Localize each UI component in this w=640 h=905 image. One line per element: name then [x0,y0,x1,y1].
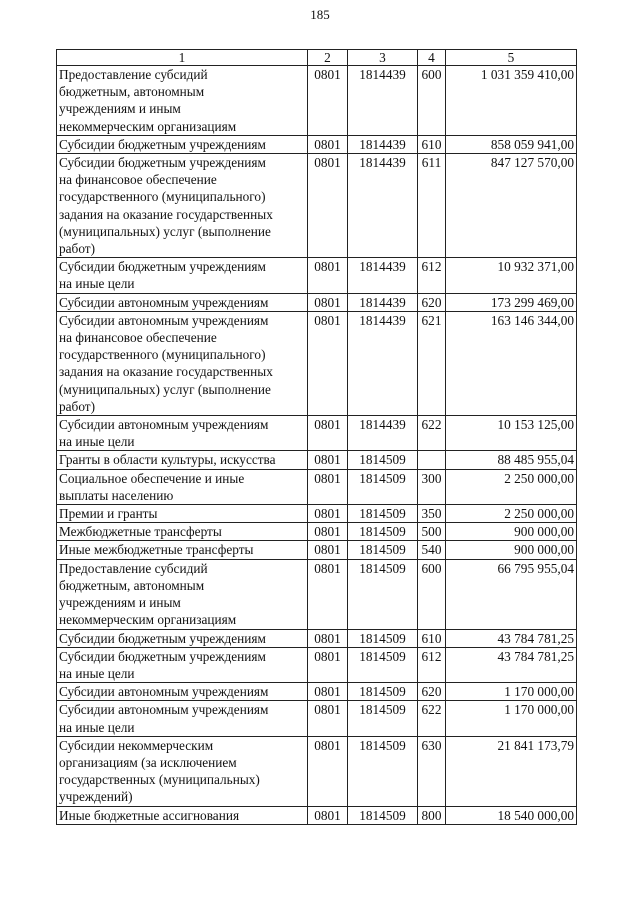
section-code: 0801 [308,135,348,153]
expense-type-code: 622 [418,416,446,451]
section-code: 0801 [308,469,348,504]
row-name [57,135,308,153]
row-name [57,416,308,451]
table-row [57,683,577,701]
row-name-line: (муниципальных) услуг (выполнение [59,223,271,239]
table-row [57,416,577,451]
table-row [57,451,577,469]
article-code: 1814439 [348,66,418,136]
row-name [57,736,308,806]
row-name-line: Межбюджетные трансферты [59,524,222,540]
amount: 1 031 359 410,00 [446,66,577,136]
row-name-line: Субсидии автономным учреждениям [59,417,269,433]
row-name-line: (муниципальных) услуг (выполнение [59,381,271,397]
row-name-line: Предоставление субсидий [59,67,208,82]
table-row [57,736,577,806]
row-name-line: Субсидии автономным учреждениям [59,684,269,700]
article-code: 1814509 [348,523,418,541]
row-name-line: задания на оказание государственных [59,364,273,380]
table-body [57,66,577,825]
section-code: 0801 [308,559,348,629]
section-code: 0801 [308,451,348,469]
section-code: 0801 [308,416,348,451]
row-name-line: Премии и гранты [59,506,158,522]
section-code: 0801 [308,154,348,258]
table-row [57,701,577,736]
expense-type-code: 620 [418,293,446,311]
budget-table [56,49,577,825]
row-name-line: на иные цели [59,719,135,735]
article-code: 1814509 [348,451,418,469]
column-header: 3 [348,50,418,66]
expense-type-code: 610 [418,135,446,153]
row-name-line: работ) [59,241,96,257]
row-name-line: государственного (муниципального) [59,347,266,363]
section-code: 0801 [308,258,348,293]
expense-type-code: 612 [418,258,446,293]
row-name-line: государственных (муниципальных) [59,772,260,788]
row-name-line: на финансовое обеспечение [59,330,217,346]
section-code: 0801 [308,541,348,559]
expense-type-code: 630 [418,736,446,806]
row-name-line: Предоставление субсидий [59,560,208,576]
section-code: 0801 [308,505,348,523]
row-name [57,505,308,523]
expense-type-code: 800 [418,806,446,824]
amount: 10 932 371,00 [446,258,577,293]
row-name-line: бюджетным, автономным [59,577,205,593]
row-name [57,469,308,504]
row-name-line: задания на оказание государственных [59,206,273,222]
column-header: 4 [418,50,446,66]
row-name [57,701,308,736]
row-name-line: бюджетным, автономным [59,84,205,100]
amount: 163 146 344,00 [446,311,577,415]
row-name-line: учреждений) [59,789,133,805]
expense-type-code: 350 [418,505,446,523]
table-row [57,523,577,541]
row-name [57,647,308,682]
table-row [57,66,577,136]
row-name-line: Социальное обеспечение и иные [59,470,245,486]
table-row [57,541,577,559]
row-name-line: государственного (муниципального) [59,189,266,205]
page-number: 185 [310,7,330,22]
row-name-line: Субсидии бюджетным учреждениям [59,259,266,275]
section-code: 0801 [308,66,348,136]
row-name-line: учреждениям и иным [59,595,181,611]
column-header: 1 [57,50,308,66]
section-code: 0801 [308,293,348,311]
row-name [57,559,308,629]
article-code: 1814439 [348,135,418,153]
row-name-line: на иные цели [59,665,135,681]
amount: 1 170 000,00 [446,683,577,701]
column-header: 5 [446,50,577,66]
article-code: 1814509 [348,629,418,647]
table-row [57,629,577,647]
row-name-line: учреждениям и иным [59,101,181,117]
row-name [57,311,308,415]
amount: 43 784 781,25 [446,629,577,647]
row-name [57,66,308,136]
row-name-line: на финансовое обеспечение [59,172,217,188]
table-row [57,505,577,523]
section-code: 0801 [308,629,348,647]
row-name-line: выплаты населению [59,487,174,503]
section-code: 0801 [308,311,348,415]
expense-type-code: 500 [418,523,446,541]
section-code: 0801 [308,806,348,824]
column-header: 2 [308,50,348,66]
amount: 858 059 941,00 [446,135,577,153]
section-code: 0801 [308,647,348,682]
expense-type-code: 610 [418,629,446,647]
expense-type-code: 612 [418,647,446,682]
section-code: 0801 [308,683,348,701]
amount: 847 127 570,00 [446,154,577,258]
row-name-line: некоммерческим организациям [59,118,237,134]
amount: 900 000,00 [446,523,577,541]
row-name-line: Субсидии бюджетным учреждениям [59,648,266,664]
table-header-row [57,50,577,66]
amount: 900 000,00 [446,541,577,559]
row-name-line: Субсидии бюджетным учреждениям [59,155,266,171]
expense-type-code: 600 [418,559,446,629]
article-code: 1814509 [348,701,418,736]
row-name [57,683,308,701]
row-name-line: Субсидии бюджетным учреждениям [59,630,266,646]
row-name-line: на иные цели [59,276,135,292]
article-code: 1814509 [348,736,418,806]
article-code: 1814509 [348,806,418,824]
row-name-line: Гранты в области культуры, искусства [59,452,276,468]
expense-type-code [418,451,446,469]
row-name [57,541,308,559]
expense-type-code: 622 [418,701,446,736]
article-code: 1814439 [348,258,418,293]
row-name-line: Иные бюджетные ассигнования [59,807,240,823]
amount: 43 784 781,25 [446,647,577,682]
expense-type-code: 540 [418,541,446,559]
article-code: 1814439 [348,311,418,415]
article-code: 1814439 [348,416,418,451]
row-name-line: организациям (за исключением [59,754,237,770]
section-code: 0801 [308,523,348,541]
section-code: 0801 [308,701,348,736]
row-name-line: некоммерческим организациям [59,612,237,628]
expense-type-code: 621 [418,311,446,415]
row-name-line: Субсидии бюджетным учреждениям [59,136,266,152]
row-name-line: Субсидии автономным учреждениям [59,294,269,310]
expense-type-code: 300 [418,469,446,504]
row-name [57,629,308,647]
row-name-line: Субсидии автономным учреждениям [59,702,269,718]
row-name [57,806,308,824]
amount: 173 299 469,00 [446,293,577,311]
amount: 1 170 000,00 [446,701,577,736]
section-code: 0801 [308,736,348,806]
row-name [57,523,308,541]
table-row [57,258,577,293]
row-name [57,258,308,293]
expense-type-code: 600 [418,66,446,136]
row-name [57,154,308,258]
article-code: 1814509 [348,559,418,629]
row-name-line: работ) [59,398,96,414]
table-row [57,469,577,504]
table-row [57,806,577,824]
row-name-line: Субсидии некоммерческим [59,737,214,753]
table-row [57,293,577,311]
table-row [57,135,577,153]
amount: 18 540 000,00 [446,806,577,824]
amount: 66 795 955,04 [446,559,577,629]
article-code: 1814509 [348,505,418,523]
table-row [57,311,577,415]
row-name-line: Иные межбюджетные трансферты [59,542,254,558]
amount: 88 485 955,04 [446,451,577,469]
expense-type-code: 611 [418,154,446,258]
article-code: 1814439 [348,293,418,311]
article-code: 1814439 [348,154,418,258]
row-name [57,451,308,469]
table-row [57,154,577,258]
article-code: 1814509 [348,469,418,504]
amount: 10 153 125,00 [446,416,577,451]
amount: 2 250 000,00 [446,469,577,504]
row-name-line: Субсидии автономным учреждениям [59,312,269,328]
article-code: 1814509 [348,541,418,559]
table-row [57,559,577,629]
table-row [57,647,577,682]
amount: 2 250 000,00 [446,505,577,523]
amount: 21 841 173,79 [446,736,577,806]
row-name-line: на иные цели [59,434,135,450]
article-code: 1814509 [348,683,418,701]
expense-type-code: 620 [418,683,446,701]
row-name [57,293,308,311]
article-code: 1814509 [348,647,418,682]
